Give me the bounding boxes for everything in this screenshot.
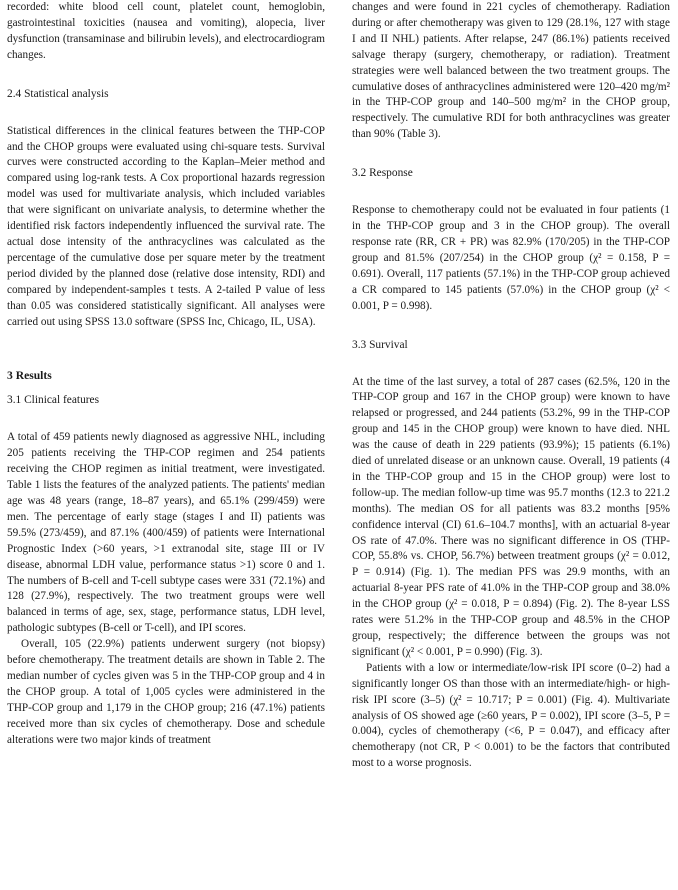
heading-response: 3.2 Response — [352, 167, 413, 180]
heading-results: 3 Results — [7, 369, 52, 383]
heading-clinical-features: 3.1 Clinical features — [7, 394, 100, 407]
paragraph-response: Response to chemotherapy could not be evaluated in four patients (1 in the THP-COP group and 3 in the CHOP group). The overall response rate (RR, CR + PR) was 82.9% (170/205) in the THP-COP group and 81.5% (207/254) in the CHOP group (χ² = 0.158, P = 0.691). Overall, 117 patients (57.1%) in the THP-COP group achieved a CR compared to 145 patients (57.0%) in the CHOP group (χ² < 0.001, P = 0.998). — [352, 204, 670, 312]
paragraph-statistical-analysis: Statistical differences in the clinical features between the THP-COP and the CHOP groups were evaluated using chi-square tests. Survival curves were constructed according to the Kaplan–Meier method and compared using log-rank tests. A Cox proportional hazards regression model was used for multivariate analysis, which included variables that were significant on univariate analysis, to determine whether the identified risk factors independently influenced the survival rate. The actual dose intensity of the anthracyclines was calculated as the percentage of the cumulative dose per square meter by the treatment period divided by the planned dose (relative dose intensity, RDI) and compared by independent-samples t tests. A 2-tailed P value of less than 0.05 was considered statistically significant. All analyses were carried out using SPSS 13.0 software (SPSS Inc, Chicago, IL, USA). — [7, 124, 325, 328]
paragraph-treatment-changes: changes and were found in 221 cycles of chemotherapy. Radiation during or after chemotherapy was given to 129 (28.1%, 127 with stage I and II NHL) patients. After relapse, 247 (86.1%) patients received salvage therapy (surgery, chemotherapy, or radiation). Treatment strategies were well balanced between the two treatment groups. The cumulative doses of anthracyclines administered were 120–420 mg/m² in the THP-COP group and 140–500 mg/m² in the CHOP group, respectively. The cumulative RDI for both anthracyclines was greater than 90% (Table 3). — [352, 1, 670, 141]
paragraph-toxicities: recorded: white blood cell count, platelet count, hemoglobin, gastrointestinal toxicities (nausea and vomiting), alopecia, liver dysfunction (transaminase and bilirubin levels), and electrocardiogram changes. — [7, 1, 325, 61]
paragraph-treatment-details: Overall, 105 (22.9%) patients underwent surgery (not biopsy) before chemotherapy. The treatment details are shown in Table 2. The median number of cycles given was 5 in the THP-COP group and 4 in the CHOP group. A total of 1,005 cycles were administered in the THP-COP group and 1,179 in the CHOP group; 216 (47.1%) patients received more than six cycles of chemotherapy. Dose and schedule alterations were two major kinds of treatment — [7, 638, 325, 746]
heading-statistical-analysis: 2.4 Statistical analysis — [7, 87, 109, 100]
paragraph-survival: At the time of the last survey, a total of 287 cases (62.5%, 120 in the THP-COP group and 167 in the CHOP group) were known to have relapsed or progressed, and 244 patients (53.2%, 99 in the THP-COP group and 145 in the CHOP group) were known to have died. NHL was the cause of death in 229 patients (93.9%); 15 patients (6.1%) died of unrelated disease or an unknown cause. Overall, 19 patients (4 in the THP-COP group and 15 in the CHOP group) were lost to follow-up. The median follow-up time was 95.7 months (12.3 to 221.2 months). The median OS for all patients was 83.2 months [95% confidence interval (CI) 61.6–104.7 months], with an actuarial 8-year OS rate of 47.0%. There was no significant difference in OS (THP-COP, 55.8% vs. CHOP, 56.7%) between treatment groups (χ² = 0.012, P = 0.914) (Fig. 1). The median PFS was 29.9 months, with an actuarial 8-year PFS rate of 41.0% in the THP-COP group and 38.0% in the CHOP group (χ² = 0.018, P = 0.894) (Fig. 2). The 8-year LSS rates were 51.2% in the THP-COP group and 48.5% in the CHOP group, respectively; the difference between the groups was not significant (χ² < 0.001, P = 0.990) (Fig. 3). — [352, 375, 670, 658]
left-column — [7, 0, 325, 749]
heading-survival: 3.3 Survival — [352, 338, 408, 351]
paragraph-clinical-features: A total of 459 patients newly diagnosed as aggressive NHL, including 205 patients receiving the THP-COP regimen and 254 patients receiving the CHOP regimen as initial treatment, were investigated. Table 1 lists the features of the analyzed patients. The patients' median age was 48 years (range, 18–87 years), and 65.1% (299/459) were men. The percentage of early stage (stages I and II) patients was 59.5% (273/459), and 87.1% (400/459) of patients were International Prognostic Index (>60 years, >1 extranodal site, stage III or IV disease, abnormal LDH value, performance status >1) score 0 and 1. The numbers of B-cell and T-cell subtype cases were 331 (72.1%) and 128 (27.9%), respectively. The two treatment groups were well balanced in terms of age, sex, stage, performance status, LDH level, pathologic subtypes (B-cell or T-cell), and IPI scores. — [7, 431, 325, 635]
right-column — [352, 0, 670, 772]
paragraph-ipi-multivariate: Patients with a low or intermediate/low-risk IPI score (0–2) had a significantly longer OS than those with an intermediate/high- or high-risk IPI score (3–5) (χ² = 10.717; P = 0.001) (Fig. 4). Multivariate analysis of OS showed age (≥60 years, P = 0.002), IPI score (3–5, P = 0.004), cycles of chemotherapy (<6, P = 0.047), and efficacy after chemotherapy (not CR, P < 0.001) to be the factors that contributed most to a worse prognosis. — [352, 661, 670, 770]
